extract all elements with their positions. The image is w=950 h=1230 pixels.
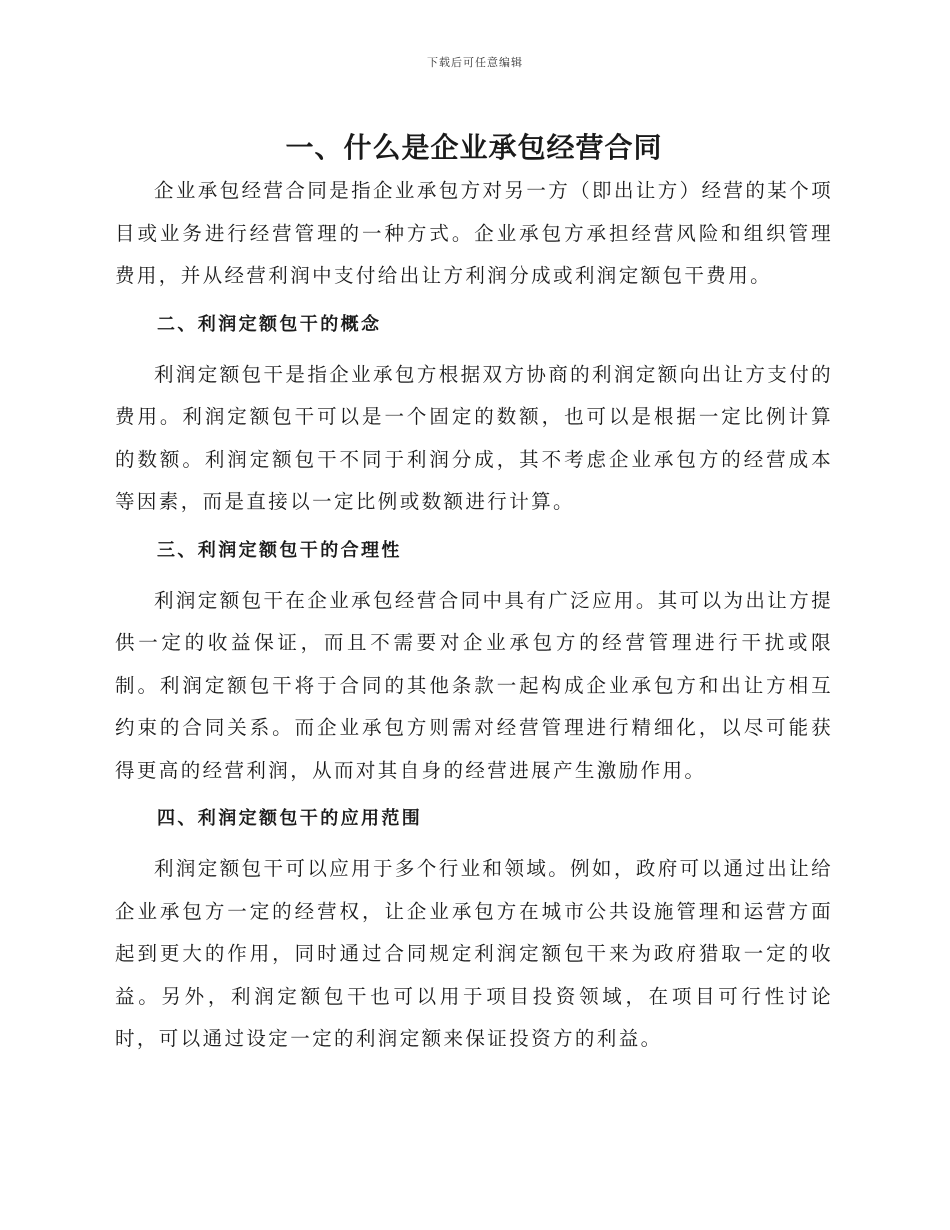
document-content xyxy=(115,128,833,1061)
section-heading-rationality: 三、利润定额包干的合理性 xyxy=(157,539,402,561)
section-body-concept: 利润定额包干是指企业承包方根据双方协商的利润定额向出让方支付的费用。利润定额包干可以是一个固定的数额，也可以是根据一定比例计算的数额。利润定额包干不同于利润分成，其不考虑企业承包方的经营成本等因素，而是直接以一定比例或数额进行计算。 xyxy=(115,362,833,513)
section-heading-concept: 二、利润定额包干的概念 xyxy=(157,313,382,335)
document-title: 一、什么是企业承包经营合同 xyxy=(285,131,663,164)
intro-paragraph: 企业承包经营合同是指企业承包方对另一方（即出让方）经营的某个项目或业务进行经营管理的一种方式。企业承包方承担经营风险和组织管理费用，并从经营利润中支付给出让方利润分成或利润定额包干费用。 xyxy=(115,179,833,287)
section-body-rationality: 利润定额包干在企业承包经营合同中具有广泛应用。其可以为出让方提供一定的收益保证，而且不需要对企业承包方的经营管理进行干扰或限制。利润定额包干将于合同的其他条款一起构成企业承包方和出让方相互约束的合同关系。而企业承包方则需对经营管理进行精细化，以尽可能获得更高的经营利润，从而对其自身的经营进展产生激励作用。 xyxy=(115,588,833,782)
section-body-scope: 利润定额包干可以应用于多个行业和领域。例如，政府可以通过出让给企业承包方一定的经营权，让企业承包方在城市公共设施管理和运营方面起到更大的作用，同时通过合同规定利润定额包干来为政府猎取一定的收益。另外，利润定额包干也可以用于项目投资领域，在项目可行性讨论时，可以通过设定一定的利润定额来保证投资方的利益。 xyxy=(115,857,833,1050)
header-note: 下载后可任意编辑 xyxy=(427,56,523,69)
section-heading-scope: 四、利润定额包干的应用范围 xyxy=(157,808,423,829)
